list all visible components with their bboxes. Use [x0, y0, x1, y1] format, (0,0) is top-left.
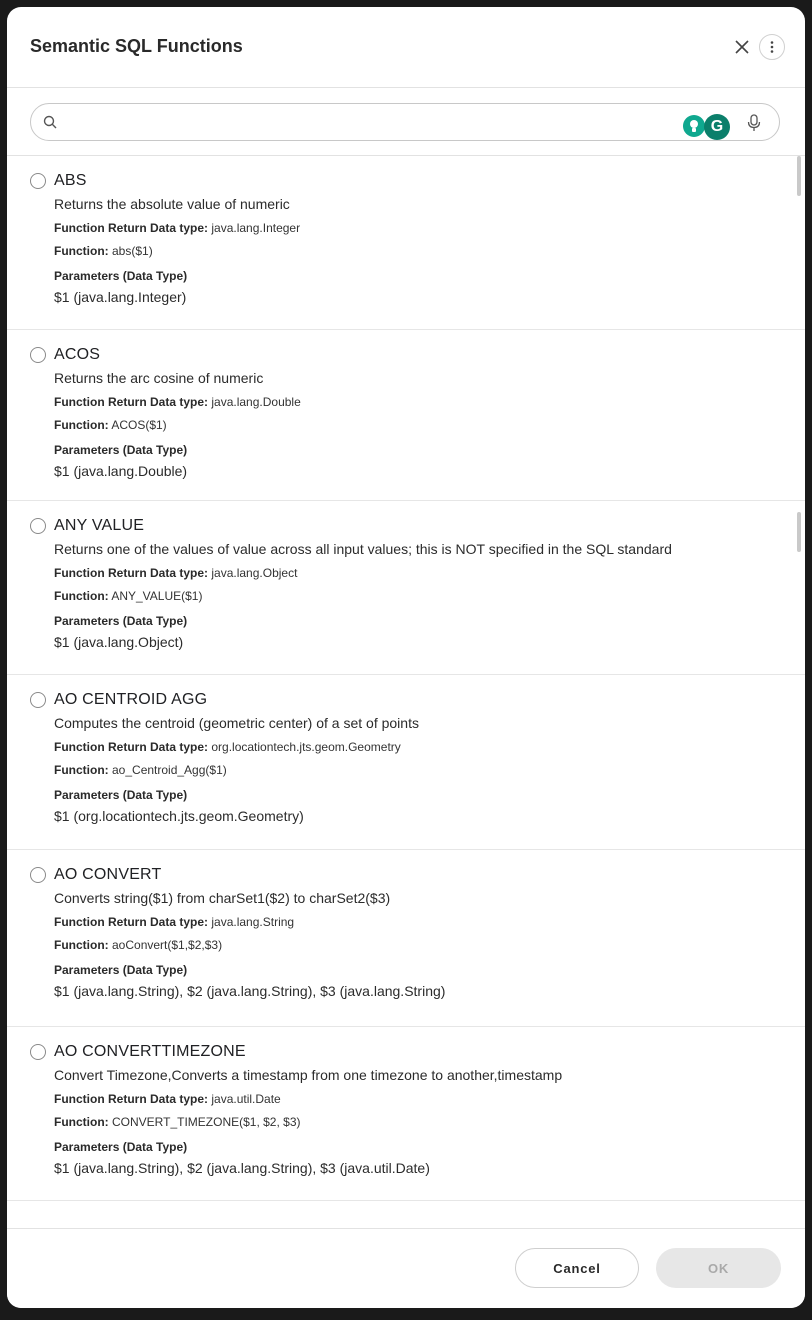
- parameters-label: Parameters (Data Type): [54, 443, 188, 457]
- search-icon: [43, 115, 57, 129]
- function-description: Returns the absolute value of numeric: [54, 196, 290, 212]
- return-type-value: java.lang.Integer: [211, 221, 301, 235]
- return-type-label: Function Return Data type:: [54, 395, 209, 409]
- function-name: AO CENTROID AGG: [54, 691, 208, 708]
- dialog-header: [7, 7, 805, 88]
- semantic-sql-functions-dialog: [7, 7, 805, 1308]
- function-return-type-row: [54, 395, 805, 410]
- search-box[interactable]: [30, 103, 780, 141]
- function-signature-row: [54, 418, 805, 433]
- function-return-type-row: [54, 915, 805, 930]
- return-type-value: java.lang.String: [211, 915, 295, 929]
- function-label: Function:: [54, 589, 109, 603]
- function-signature: ao_Centroid_Agg($1): [112, 763, 227, 777]
- parameters-label: Parameters (Data Type): [54, 269, 188, 283]
- return-type-label: Function Return Data type:: [54, 1092, 209, 1106]
- function-name: ACOS: [54, 346, 101, 363]
- function-description: Convert Timezone,Converts a timestamp from one timezone to another,timestamp: [54, 1067, 563, 1083]
- function-radio[interactable]: [30, 173, 46, 189]
- function-parameters: $1 (java.lang.String), $2 (java.lang.String), $3 (java.util.Date): [54, 1160, 430, 1176]
- function-signature-row: [54, 938, 805, 953]
- return-type-label: Function Return Data type:: [54, 221, 209, 235]
- function-signature-row: [54, 244, 805, 259]
- function-item[interactable]: [7, 330, 805, 501]
- dialog-footer: [7, 1228, 805, 1308]
- function-label: Function:: [54, 1115, 109, 1129]
- function-name: AO CONVERT: [54, 866, 162, 883]
- return-type-label: Function Return Data type:: [54, 566, 209, 580]
- function-description: Returns one of the values of value across all input values; this is NOT specified in the SQL standard: [54, 541, 672, 557]
- function-return-type-row: [54, 221, 805, 236]
- function-radio[interactable]: [30, 1044, 46, 1060]
- return-type-value: org.locationtech.jts.geom.Geometry: [211, 740, 401, 754]
- function-parameters: $1 (java.lang.String), $2 (java.lang.String), $3 (java.lang.String): [54, 983, 446, 999]
- search-input[interactable]: [67, 110, 671, 136]
- return-type-label: Function Return Data type:: [54, 740, 209, 754]
- function-item[interactable]: [7, 850, 805, 1027]
- cancel-button[interactable]: Cancel: [515, 1248, 639, 1288]
- function-signature-row: [54, 763, 805, 778]
- function-radio[interactable]: [30, 347, 46, 363]
- return-type-value: java.lang.Double: [211, 395, 301, 409]
- return-type-value: java.util.Date: [211, 1092, 281, 1106]
- function-return-type-row: [54, 1092, 805, 1107]
- function-parameters: $1 (java.lang.Double): [54, 463, 188, 479]
- function-signature: CONVERT_TIMEZONE($1, $2, $3): [112, 1115, 301, 1129]
- grammarly-g-letter: G: [710, 118, 724, 135]
- function-item[interactable]: [7, 156, 805, 330]
- grammarly-g-icon[interactable]: [704, 114, 730, 140]
- list-scrollbar-thumb[interactable]: [797, 512, 801, 552]
- function-item[interactable]: [7, 501, 805, 675]
- more-vertical-icon: [770, 41, 774, 53]
- function-label: Function:: [54, 418, 109, 432]
- more-options-button[interactable]: [759, 34, 785, 60]
- return-type-value: java.lang.Object: [211, 566, 298, 580]
- parameters-label: Parameters (Data Type): [54, 788, 188, 802]
- function-list[interactable]: [7, 156, 805, 1228]
- close-button[interactable]: [731, 36, 753, 58]
- close-icon: [735, 40, 749, 54]
- function-label: Function:: [54, 938, 109, 952]
- function-parameters: $1 (java.lang.Integer): [54, 289, 187, 305]
- function-radio[interactable]: [30, 867, 46, 883]
- function-signature-row: [54, 1115, 805, 1130]
- function-signature: ANY_VALUE($1): [111, 589, 203, 603]
- function-name: AO CONVERTTIMEZONE: [54, 1043, 246, 1060]
- function-label: Function:: [54, 763, 109, 777]
- function-description: Returns the arc cosine of numeric: [54, 370, 264, 386]
- function-item[interactable]: [7, 1027, 805, 1201]
- list-scrollbar[interactable]: [797, 156, 801, 196]
- parameters-label: Parameters (Data Type): [54, 1140, 188, 1154]
- function-radio[interactable]: [30, 518, 46, 534]
- function-signature: aoConvert($1,$2,$3): [112, 938, 223, 952]
- grammarly-assistant-icon[interactable]: [683, 115, 705, 137]
- function-description: Computes the centroid (geometric center) of a set of points: [54, 715, 419, 731]
- return-type-label: Function Return Data type:: [54, 915, 209, 929]
- function-name: ANY VALUE: [54, 517, 145, 534]
- ok-button[interactable]: OK: [656, 1248, 781, 1288]
- function-radio[interactable]: [30, 692, 46, 708]
- function-signature: abs($1): [112, 244, 153, 258]
- function-signature-row: [54, 589, 805, 604]
- function-return-type-row: [54, 740, 805, 755]
- function-name: ABS: [54, 172, 87, 189]
- function-label: Function:: [54, 244, 109, 258]
- search-area: [7, 88, 805, 156]
- dialog-title: Semantic SQL Functions: [30, 36, 243, 56]
- function-description: Converts string($1) from charSet1($2) to charSet2($3): [54, 890, 391, 906]
- function-return-type-row: [54, 566, 805, 581]
- parameters-label: Parameters (Data Type): [54, 963, 188, 977]
- function-parameters: $1 (java.lang.Object): [54, 634, 184, 650]
- function-parameters: $1 (org.locationtech.jts.geom.Geometry): [54, 808, 304, 824]
- function-item[interactable]: [7, 675, 805, 850]
- microphone-icon[interactable]: [746, 114, 762, 132]
- function-signature: ACOS($1): [111, 418, 167, 432]
- parameters-label: Parameters (Data Type): [54, 614, 188, 628]
